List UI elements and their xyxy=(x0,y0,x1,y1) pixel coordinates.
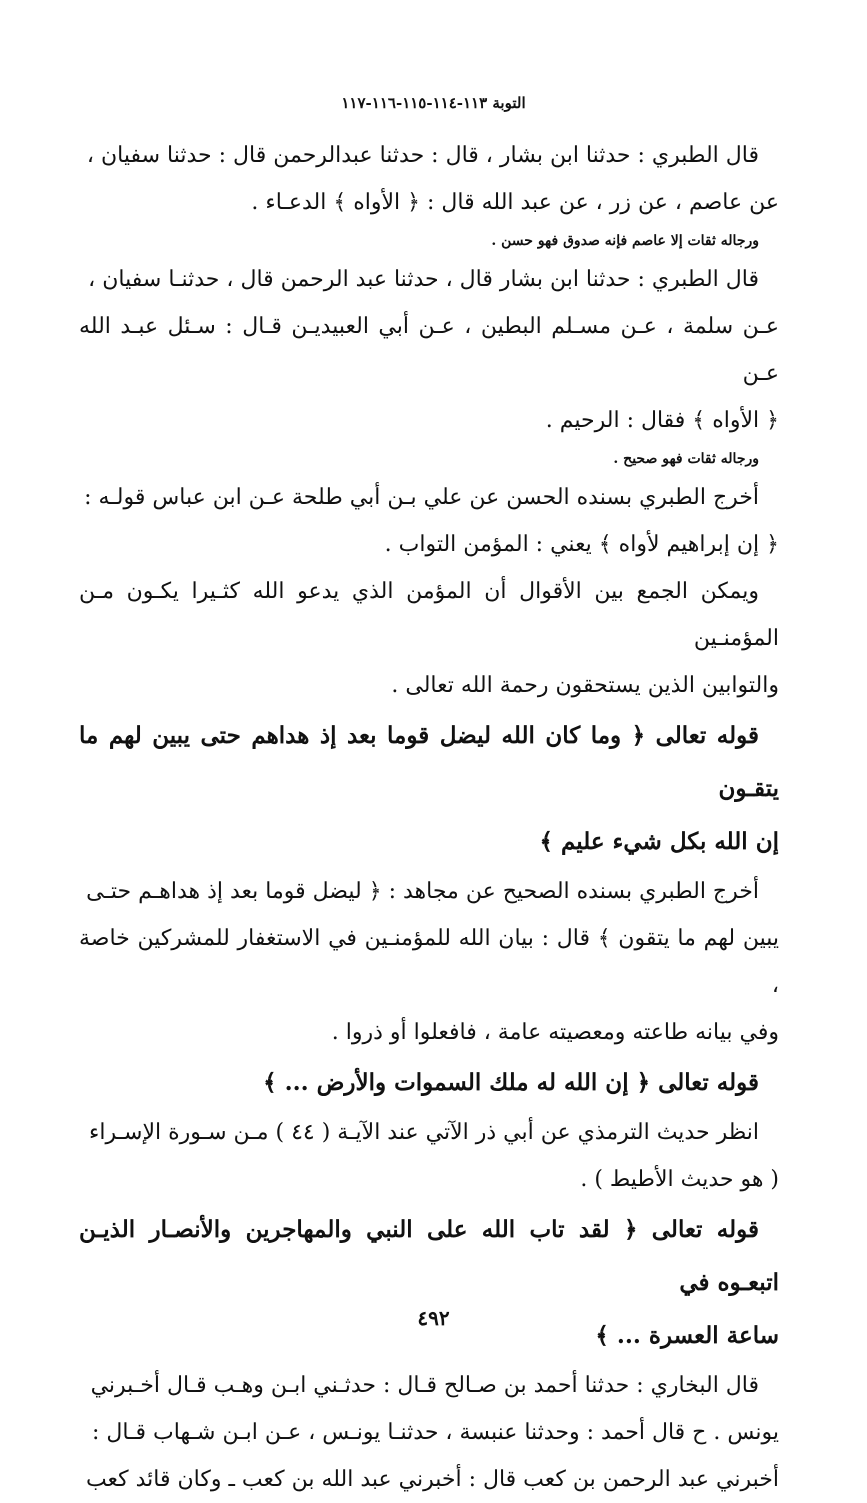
text-line: قال البخاري : حدثنا أحمد بن صـالح قـال : حدثـني ابـن وهـب قـال أخـبرني xyxy=(90,1373,759,1398)
text-line: ( هو حديث الأطيط ) . xyxy=(580,1167,779,1192)
grading-note: ورجاله ثقات فهو صحيح . xyxy=(613,451,759,467)
text-line: ﴿ الأواه ﴾ فقال : الرحيم . xyxy=(545,408,779,433)
text-line: أخرج الطبري بسنده الحسن عن علي بـن أبي طلحة عـن ابن عباس قولـه : xyxy=(84,485,759,510)
verse-heading-line: قوله تعالى ﴿ وما كان الله ليضل قوما بعد إذ هداهم حتى يبين لهم ما يتقـون xyxy=(79,722,779,802)
text-line: عن عاصم ، عن زر ، عن عبد الله قال : ﴿ الأواه ﴾ الدعـاء . xyxy=(251,190,779,215)
text-line: يونس . ح قال أحمد : وحدثنا عنبسة ، حدثنـا يونـس ، عـن ابـن شـهاب قـال : xyxy=(91,1420,779,1445)
text-line: يبين لهم ما يتقون ﴾ قال : بيان الله للمؤمنـين في الاستغفار للمشركين خاصة ، xyxy=(79,926,779,998)
verse-heading-line: قوله تعالى ﴿ لقد تاب الله على النبي والمهاجرين والأنصـار الذيـن اتبعـوه في xyxy=(79,1216,779,1296)
verse-heading-line: قوله تعالى ﴿ إن الله له ملك السموات والأرض ... ﴾ xyxy=(263,1069,759,1096)
text-line: ويمكن الجمع بين الأقوال أن المؤمن الذي يدعو الله كثـيرا يكـون مـن المؤمنـين xyxy=(79,579,779,651)
text-line: وفي بيانه طاعته ومعصيته عامة ، فافعلوا أو ذروا . xyxy=(331,1020,779,1045)
body-text xyxy=(79,132,779,1503)
text-line: انظر حديث الترمذي عن أبي ذر الآتي عند الآيـة ( ٤٤ ) مـن سـورة الإسـراء xyxy=(89,1120,759,1145)
text-line: أخرج الطبري بسنده الصحيح عن مجاهد : ﴿ ليضل قوما بعد إذ هداهـم حتـى xyxy=(86,879,759,904)
grading-note: ورجاله ثقات إلا عاصم فإنه صدوق فهو حسن . xyxy=(491,233,759,249)
verse-heading-line: إن الله بكل شيء عليم ﴾ xyxy=(539,828,779,855)
text-line: ﴿ إن إبراهيم لأواه ﴾ يعني : المؤمن التواب . xyxy=(384,532,779,557)
page-number: ٤٩٢ xyxy=(417,1306,450,1330)
text-line: قال الطبري : حدثنا ابن بشار قال ، حدثنا عبد الرحمن قال ، حدثنـا سفيان ، xyxy=(88,267,759,292)
text-line: قال الطبري : حدثنا ابن بشار ، قال : حدثنا عبدالرحمن قال : حدثنا سفيان ، xyxy=(86,143,759,168)
running-head: التوبة ١١٣-١١٤-١١٥-١١٦-١١٧ xyxy=(341,94,526,112)
text-line: والتوابين الذين يستحقون رحمة الله تعالى . xyxy=(391,673,779,698)
verse-heading-line: ساعة العسرة ... ﴾ xyxy=(595,1322,779,1349)
text-line: أخبرني عبد الرحمن بن كعب قال : أخبرني عبد الله بن كعب ـ وكان قائد كعب xyxy=(85,1467,779,1492)
text-line: عـن سلمة ، عـن مسـلم البطين ، عـن أبي العبيديـن قـال : سـئل عبـد الله عـن xyxy=(79,314,779,386)
